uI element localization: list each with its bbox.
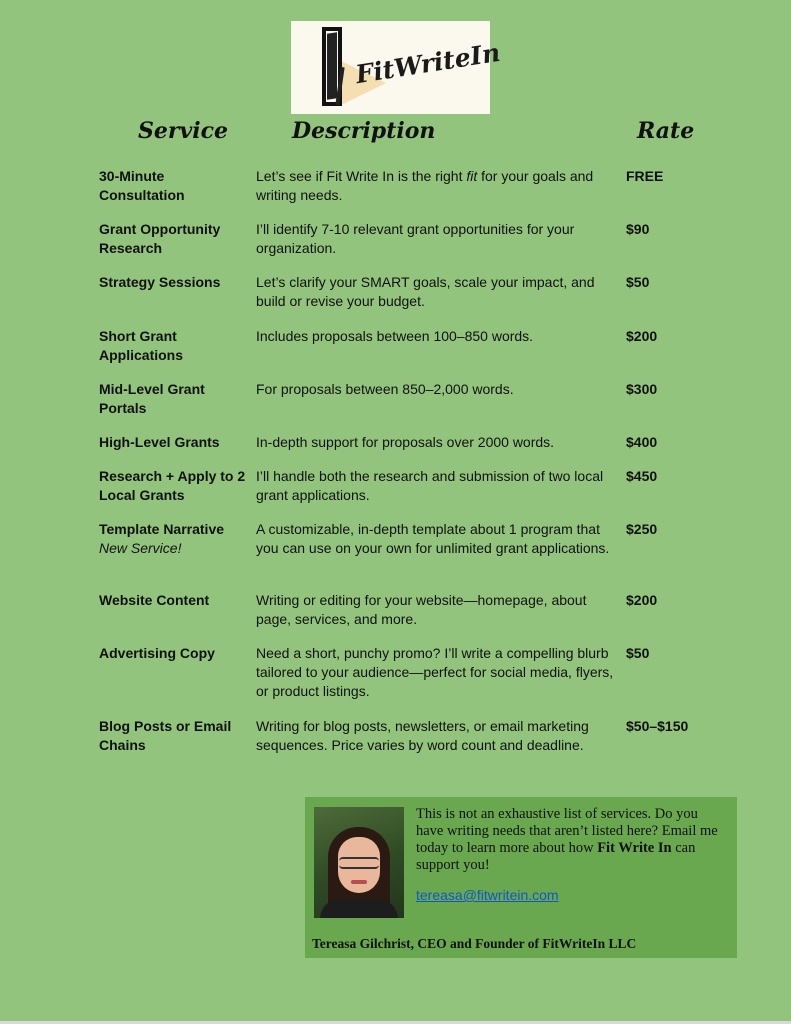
service-description: Let’s clarify your SMART goals, scale your impact, and build or revise your budget. xyxy=(256,274,595,309)
service-name: 30-Minute Consultation xyxy=(99,168,185,203)
service-description: Writing for blog posts, newsletters, or email marketing sequences. Price varies by word count and deadline. xyxy=(256,718,589,753)
glasses-icon xyxy=(339,857,379,869)
service-rate: $300 xyxy=(626,381,658,397)
header-rate: Rate xyxy=(637,118,695,144)
service-rate: $50 xyxy=(626,645,650,661)
service-rate: $450 xyxy=(626,468,658,484)
service-rate: $250 xyxy=(626,521,658,537)
service-description: Writing or editing for your website—homepage, about page, services, and more. xyxy=(256,592,587,627)
service-name: Blog Posts or Email Chains xyxy=(99,718,232,753)
service-name: High-Level Grants xyxy=(99,434,220,450)
service-name: Research + Apply to 2 Local Grants xyxy=(99,468,246,503)
service-rate: $50 xyxy=(626,274,650,290)
founder-photo xyxy=(314,807,404,918)
email-link[interactable]: tereasa@fitwritein.com xyxy=(416,887,559,903)
service-description: Let’s see if Fit Write In is the right fit for your goals and writing needs. xyxy=(256,168,594,203)
service-rate: $200 xyxy=(626,592,658,608)
logo-text: FitWriteIn xyxy=(353,37,503,90)
service-description: In-depth support for proposals over 2000 words. xyxy=(256,434,555,450)
service-rate: $90 xyxy=(626,221,650,237)
brand-name: Fit Write In xyxy=(597,840,672,856)
service-name: Advertising Copy xyxy=(99,645,215,661)
service-description: I’ll identify 7-10 relevant grant opportunities for your organization. xyxy=(256,221,575,256)
service-name: Template Narrative xyxy=(99,521,225,537)
service-description: For proposals between 850–2,000 words. xyxy=(256,381,514,397)
service-rate: $400 xyxy=(626,434,658,450)
service-name: Strategy Sessions xyxy=(99,274,221,290)
signature: Tereasa Gilchrist, CEO and Founder of FitWriteIn LLC xyxy=(312,936,637,951)
service-rate: FREE xyxy=(626,168,664,184)
service-rate: $50–$150 xyxy=(626,718,689,734)
service-description: Need a short, punchy promo? I’ll write a compelling blurb tailored to your audience—perfect for social media, flyers, or product listings. xyxy=(256,645,614,699)
header-service: Service xyxy=(138,118,229,144)
service-description: I’ll handle both the research and submission of two local grant applications. xyxy=(256,468,604,503)
service-name: Mid-Level Grant Portals xyxy=(99,381,205,416)
contact-callout xyxy=(305,797,737,958)
new-service-note: New Service! xyxy=(99,540,182,556)
service-name: Website Content xyxy=(99,592,210,608)
callout-text: This is not an exhaustive list of services. Do you have writing needs that aren’t listed here? Email me today to learn more about how Fit Write In can support you! xyxy=(416,806,718,873)
header-description: Description xyxy=(292,118,436,144)
service-rate: $200 xyxy=(626,328,658,344)
service-name: Grant Opportunity Research xyxy=(99,221,221,256)
fitwritein-logo xyxy=(291,21,503,114)
service-name: Short Grant Applications xyxy=(99,328,184,363)
service-description: Includes proposals between 100–850 words. xyxy=(256,328,534,344)
service-description: A customizable, in-depth template about 1 program that you can use on your own for unlimited grant applications. xyxy=(256,521,610,556)
